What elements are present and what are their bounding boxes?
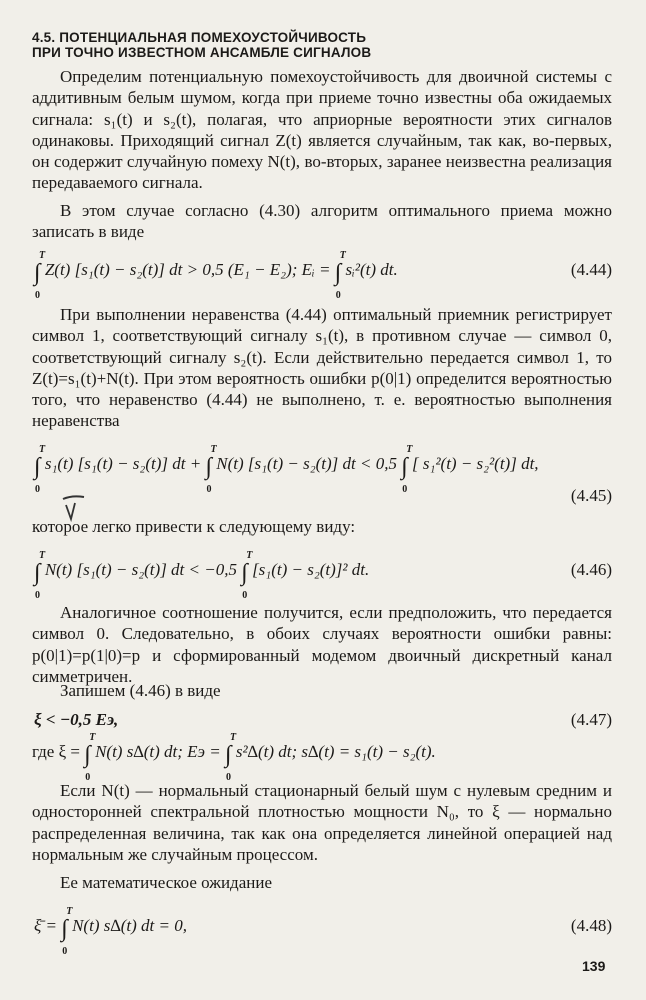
formula-4-44-part1: Z(t) [s₁(t) − s₂(t)] dt > 0,5 (E₁ − E₂); Eᵢ = — [44, 260, 335, 279]
paragraph-2 — [32, 200, 612, 243]
equation-number: (4.46) — [570, 560, 612, 579]
paragraph-5 — [32, 602, 612, 687]
paragraph-3-text: При выполнении неравенства (4.44) оптимальный приемник регистрирует символ 1, соответствующий сигналу s₁(t), в противном случае — символ 0, соответствующий сигналу s₂(t). Если действительно передается символ 1, то Z(t)=s₁(t)+N(t). При этом вероятность ошибки p(0|1) определится вероятностью того, что неравенство (4.44) не выполнено, т. е. вероятностью выполнения неравенства — [32, 305, 612, 431]
paragraph-4-text: которое легко привести к следующему виду: — [32, 517, 356, 536]
paragraph-2-text: В этом случае согласно (4.30) алгоритм оптимального приема можно записать в виде — [32, 201, 612, 242]
formula-4-45-part1: s₁(t) [s₁(t) − s₂(t)] dt + — [44, 454, 206, 473]
equation-number: (4.48) — [570, 916, 612, 935]
page-number: 139 — [582, 958, 606, 974]
formula-4-45-part3: [ s₁²(t) − s₂²(t)] dt, — [412, 454, 539, 473]
integral-sign: ∫ T 0 — [34, 550, 46, 601]
integral-sign: ∫ T 0 — [205, 444, 217, 495]
formula-4-48-lead: ξ̄ = — [34, 916, 62, 935]
definition-part2: s²∆(t) dt; s∆(t) = s₁(t) − s₂(t). — [235, 742, 436, 761]
equation-number: (4.47) — [570, 710, 612, 729]
paragraph-6 — [32, 680, 612, 701]
integral-sign: ∫ T 0 — [225, 732, 237, 783]
integral-sign: ∫ T 0 — [334, 250, 346, 301]
heading-line-1: 4.5. ПОТЕНЦИАЛЬНАЯ ПОМЕХОУСТОЙЧИВОСТЬ — [32, 30, 367, 45]
paragraph-8 — [32, 872, 612, 893]
integral-sign: ∫ T 0 — [34, 250, 46, 301]
integral-sign: ∫ T 0 — [34, 444, 46, 495]
integral-sign: ∫ T 0 — [401, 444, 413, 495]
paragraph-1-text: Определим потенциальную помехоустойчивость для двоичной системы с аддитивным белым шумом, когда при приеме точно известны оба ожидаемых сигнала: s₁(t) и s₂(t), полагая, что априорные вероятности этих сигналов одинаковы. Приходящий сигнал Z(t) является случайным, так как, во-первых, он содержит случайную помеху N(t), во-вторых, заранее неизвестна реализация передаваемого сигнала. — [32, 67, 612, 193]
heading-line-2: ПРИ ТОЧНО ИЗВЕСТНОМ АНСАМБЛЕ СИГНАЛОВ — [32, 45, 372, 60]
definition-part1: N(t) s∆(t) dt; Eэ = — [95, 742, 226, 761]
formula-4-46 — [30, 550, 620, 601]
equation-number: (4.45) — [570, 486, 612, 505]
paragraph-1 — [32, 66, 612, 194]
formula-4-46-part2: [s₁(t) − s₂(t)]² dt. — [252, 560, 370, 579]
formula-4-45-number-row — [30, 478, 620, 504]
paragraph-7 — [32, 780, 612, 865]
formula-4-44-part2: sᵢ²(t) dt. — [345, 260, 398, 279]
formula-4-44 — [30, 250, 620, 301]
integral-sign: ∫ T 0 — [241, 550, 253, 601]
formula-4-46-part1: N(t) [s₁(t) − s₂(t)] dt < −0,5 — [44, 560, 242, 579]
paragraph-8-text: Ее математическое ожидание — [60, 873, 272, 892]
paragraph-7-text: Если N(t) — нормальный стационарный белый шум с нулевым средним и односторонней спектральной плотностью мощности N₀, то ξ — нормально распределенная величина, так как она определяется линейной операцией над нормальным же случайным процессом. — [32, 781, 612, 864]
formula-4-47-expr: ξ < −0,5 Eэ, — [34, 710, 119, 729]
formula-4-48 — [30, 906, 620, 957]
formula-4-45-part2: N(t) [s₁(t) − s₂(t)] dt < 0,5 — [216, 454, 402, 473]
formula-4-48-part1: N(t) s∆(t) dt = 0, — [72, 916, 187, 935]
definition-lead: где ξ = — [32, 742, 85, 761]
formula-4-47-definitions — [30, 732, 620, 783]
section-heading — [32, 30, 622, 60]
integral-sign: ∫ T 0 — [61, 906, 73, 957]
formula-4-47 — [30, 700, 620, 730]
paragraph-5-text: Аналогичное соотношение получится, если предположить, что передается символ 0. Следовательно, в обоих случаях вероятности ошибки равны: p(0|1)=p(1|0)=p и сформированный модемом двоичный дискретный канал симметричен. — [32, 603, 612, 686]
paragraph-3 — [32, 304, 612, 432]
paragraph-6-text: Запишем (4.46) в виде — [60, 681, 221, 700]
integral-sign: ∫ T 0 — [84, 732, 96, 783]
equation-number: (4.44) — [570, 260, 612, 279]
paragraph-4 — [32, 516, 612, 537]
